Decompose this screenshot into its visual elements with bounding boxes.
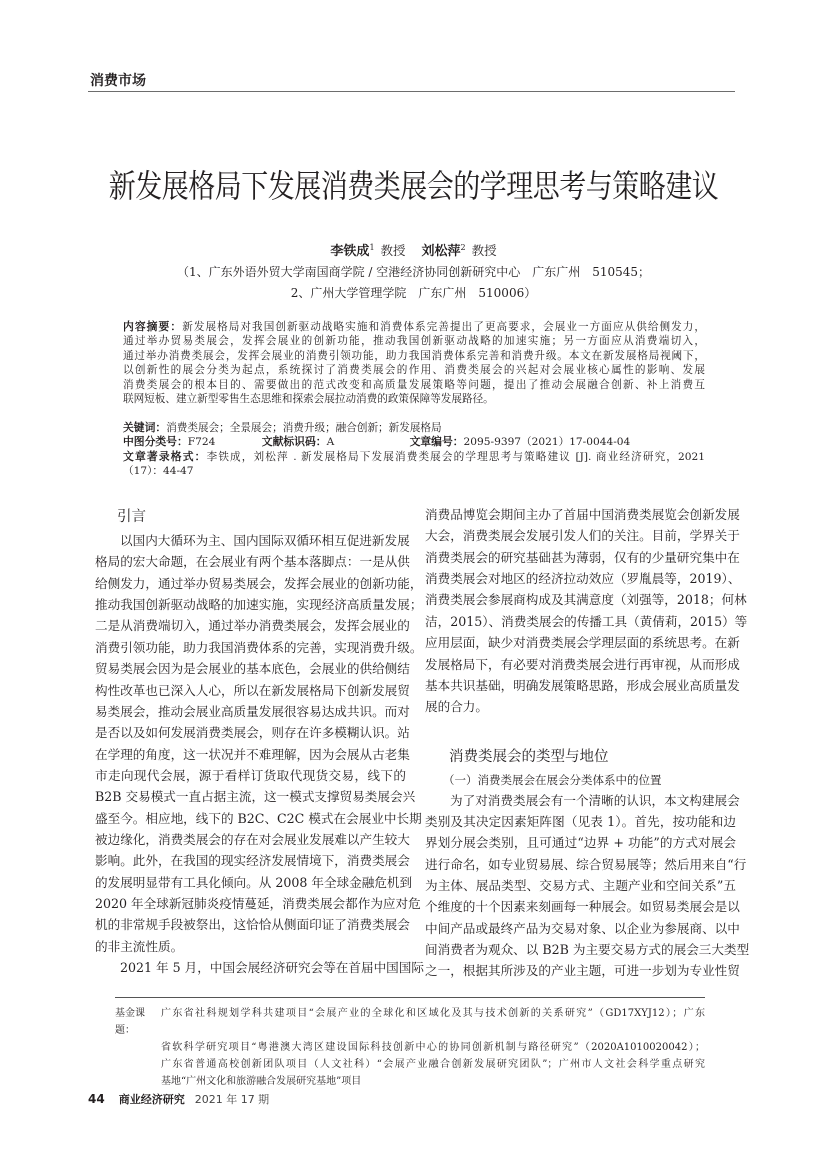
left-column (95, 504, 424, 979)
subsection-heading: （一）消费类展会在展会分类体系中的位置 (443, 772, 662, 787)
abstract-line: 联网短板、建立新型零售生态思维和探索会展拉动消费的政策保障等发展路径。 (123, 393, 494, 406)
body-text-line: 给侧发力，通过举办贸易类展会，发挥会展业的创新功能， (95, 575, 423, 591)
body-text-line: 影响。此外，在我国的现实经济发展情境下，消费类展会 (95, 853, 410, 869)
section-heading-intro: 引言 (117, 509, 146, 525)
section-label: 消费市场 (90, 73, 146, 89)
body-text-line: 发展格局下，有必要对消费类展会进行再审视，从而形成 (425, 656, 740, 672)
body-text-line: 2021 年 5 月，中国会展经济研究会等在首届中国国际 (120, 960, 424, 976)
author-1-title: 教授 (380, 243, 406, 258)
footnote-label (115, 1056, 161, 1073)
body-text-line: 为了对消费类展会有一个清晰的认识，本文构建展会 (450, 792, 740, 808)
body-text-line: 消费类展会对地区的经济拉动效应（罗胤晨等，2019）、 (425, 571, 741, 587)
author-1-name: 李铁成 (330, 244, 370, 259)
body-text-line: 格局的宏大命题，在会展业有两个基本落脚点：一是从供 (95, 554, 410, 570)
author-2-sup: 2 (460, 242, 466, 252)
doc-code-label: 文献标识码： (261, 435, 327, 448)
footnote-line: 省软科学研究项目“粤港澳大湾区建设国际科技创新中心的协同创新机制与路径研究”（2020A1010020042）； (161, 1042, 705, 1053)
body-text-line: 间消费者为观众、以 B2B 为主要交易方式的展会三大类型 (425, 942, 750, 958)
body-text-line: 中间产品或最终产品为交易对象、以企业为参展商、以中 (425, 920, 740, 936)
abstract (123, 320, 705, 406)
body-text-line: 推动我国创新驱动战略的加速实施，实现经济高质量发展； (95, 597, 423, 613)
body-text-line: 消费类展会的研究基础甚为薄弱，仅有的少量研究集中在 (425, 549, 740, 565)
author-1-sup: 1 (369, 242, 375, 252)
clc-label: 中图分类号： (123, 435, 188, 448)
citation-label: 文章著录格式： (123, 450, 207, 463)
body-text-line: 应用层面，缺少对消费类展会学理层面的系统思考。在新 (425, 635, 740, 651)
citation-line: （17）：44-47 (123, 465, 194, 478)
body-text-line: 消费引领功能，助力我国消费体系的完善，实现消费升级。 (95, 639, 423, 655)
journal-name: 商业经济研究 (118, 1093, 185, 1106)
citation-text: 李铁成，刘松萍 . 新发展格局下发展消费类展会的学理思考与策略建议 [J]. 商业经济研究，2021 (206, 451, 706, 463)
header-rule (88, 91, 735, 92)
footnote-row (115, 1073, 705, 1090)
body-text-line: B2B 交易模式一直占据主流，这一模式支撑贸易类展会兴 (95, 789, 416, 805)
body-text-line: 被边缘化，消费类展会的存在对会展业发展难以产生较大 (95, 832, 410, 848)
author-line (0, 240, 827, 259)
footnote-row (115, 1056, 705, 1073)
keywords-label: 关键词： (123, 421, 167, 434)
issue-label: 2021 年 17 期 (194, 1093, 270, 1106)
author-2-name: 刘松萍 (421, 244, 461, 259)
footnote-line: 广东省社科规划学科共建项目“会展产业的全球化和区域化及其与技术创新的关系研究”（GD17XYJ12）；广东 (161, 1008, 705, 1019)
body-text-line: 洁，2015）、消费类展会的传播工具（黄倩莉，2015）等 (425, 613, 748, 629)
body-text-line: 市走向现代会展，源于看样订货取代现货交易，线下的 (95, 767, 406, 783)
body-text-line: 构性改革也已深入人心，所以在新发展格局下创新发展贸 (95, 682, 410, 698)
funding-footnote (115, 1005, 705, 1090)
abstract-line: 通过举办消费类展会，发挥会展业的消费引领功能，助力我国消费体系完善和消费升级。本文在新发展格局视阈下， (123, 349, 705, 362)
body-text-line: 是否以及如何发展消费类展会，则存在许多模糊认识。站 (95, 725, 410, 741)
citation-line (123, 450, 705, 464)
abstract-text: 新发展格局对我国创新驱动战略实施和消费体系完善提出了更高要求，会展业一方面应从供给侧发力， (182, 321, 705, 333)
footnote-rule (115, 997, 705, 998)
footnote-row (115, 1005, 705, 1039)
author-2-title: 教授 (471, 243, 497, 258)
clc-value: F724 (187, 436, 216, 448)
affiliation-line: （1、广东外语外贸大学南国商学院 / 空港经济协同创新研究中心 广东广州 510545； (176, 265, 651, 279)
section-heading: 消费类展会的类型与地位 (449, 748, 609, 765)
body-text-line: 基本共识基础，明确发展策略思路，形成会展业高质量发 (425, 677, 740, 693)
article-title: 新发展格局下发展消费类展会的学理思考与策略建议 (108, 168, 719, 206)
body-text-line: 消费类展会参展商构成及其满意度（刘强等，2018；何林 (425, 592, 747, 608)
body-text-line: 个维度的十个因素来刻画每一种展会。如贸易类展会是以 (425, 899, 740, 915)
page-footer (88, 1091, 269, 1107)
spacer (425, 718, 736, 744)
classification-line (123, 435, 705, 449)
abstract-line (123, 320, 705, 334)
footnote-label (115, 1073, 161, 1090)
body-text-line: 的发展明显带有工具化倾向。从 2008 年全球金融危机到 (95, 874, 413, 890)
body-text-line: 二是从消费端切入，通过举办消费类展会，发挥会展业的 (95, 618, 410, 634)
body-text-line: 在学理的角度，这一状况并不难理解，因为会展从古老集 (95, 746, 410, 762)
footnote-line: 广东省普通高校创新团队项目（人文社科）“会展产业融合创新发展研究团队”；广州市人文社会科学重点研究 (161, 1059, 705, 1070)
abstract-line: 以创新性的展会分类为起点，系统探讨了消费类展会的作用、消费类展会的兴起对会展业核心属性的影响、发展 (123, 364, 705, 377)
keywords-text: 消费类展会；全景展会；消费升级；融合创新；新发展格局 (166, 422, 442, 434)
right-column (425, 504, 750, 982)
body-text-line: 贸易类展会因为是会展业的基本底色，会展业的供给侧结 (95, 661, 410, 677)
body-text-line: 之一，根据其所涉及的产业主题，可进一步划为专业性贸 (425, 963, 740, 979)
body-text-line: 易类展会，推动会展业高质量发展很容易达成共识。而对 (95, 703, 410, 719)
keywords (123, 421, 705, 435)
article-id-label: 文章编号： (409, 435, 464, 448)
body-text-line: 为主体、展品类型、交易方式、主题产业和空间关系”五 (425, 878, 736, 894)
body-text-line: 2020 年全球新冠肺炎疫情蔓延，消费类展会都作为应对危 (95, 896, 421, 912)
citation (123, 450, 705, 479)
footnote-row (115, 1039, 705, 1056)
article-id-value: 2095-9397（2021）17-0044-04 (463, 436, 631, 448)
abstract-label: 内容摘要： (123, 320, 183, 333)
footnote-label (115, 1039, 161, 1056)
abstract-line: 消费类展会的根本目的、需要做出的范式改变和高质量发展策略等问题，提出了推动会展融合创新、补上消费互 (123, 378, 705, 391)
doc-code-value: A (326, 436, 335, 448)
affiliation-line: 2、广州大学管理学院 广东广州 510006） (290, 286, 537, 300)
body-text-line: 机的非常规手段被祭出，这恰恰从侧面印证了消费类展会 (95, 917, 410, 933)
abstract-line: 通过举办贸易类展会，发挥会展业的创新功能，推动我国创新驱动战略的加速实施；另一方面应从消费端切入， (123, 335, 705, 348)
body-text-line: 以国内大循环为主、国内国际双循环相互促进新发展 (120, 533, 410, 548)
body-text-line: 展的合力。 (425, 699, 488, 715)
body-text-line: 盛至今。相应地，线下的 B2C、C2C 模式在会展业中长期 (95, 810, 422, 826)
body-text-line: 界划分展会类别，且可通过“边界 + 功能”的方式对展会 (425, 835, 736, 851)
body-text-line: 类别及其决定因素矩阵图（见表 1）。首先，按功能和边 (425, 813, 736, 829)
footnote-line: 基地“广州文化和旅游融合发展研究基地”项目 (161, 1076, 362, 1087)
body-text-line: 的非主流性质。 (95, 938, 184, 954)
body-text-line: 消费品博览会期间主办了首届中国消费类展览会创新发展 (425, 507, 740, 522)
footnote-label: 基金课题： (115, 1008, 145, 1036)
body-text-line: 进行命名，如专业贸易展、综合贸易展等；然后用来自“行 (425, 856, 747, 872)
page-number: 44 (88, 1092, 105, 1106)
body-text-line: 大会，消费类展会发展引发人们的关注。目前，学界关于 (425, 528, 740, 544)
